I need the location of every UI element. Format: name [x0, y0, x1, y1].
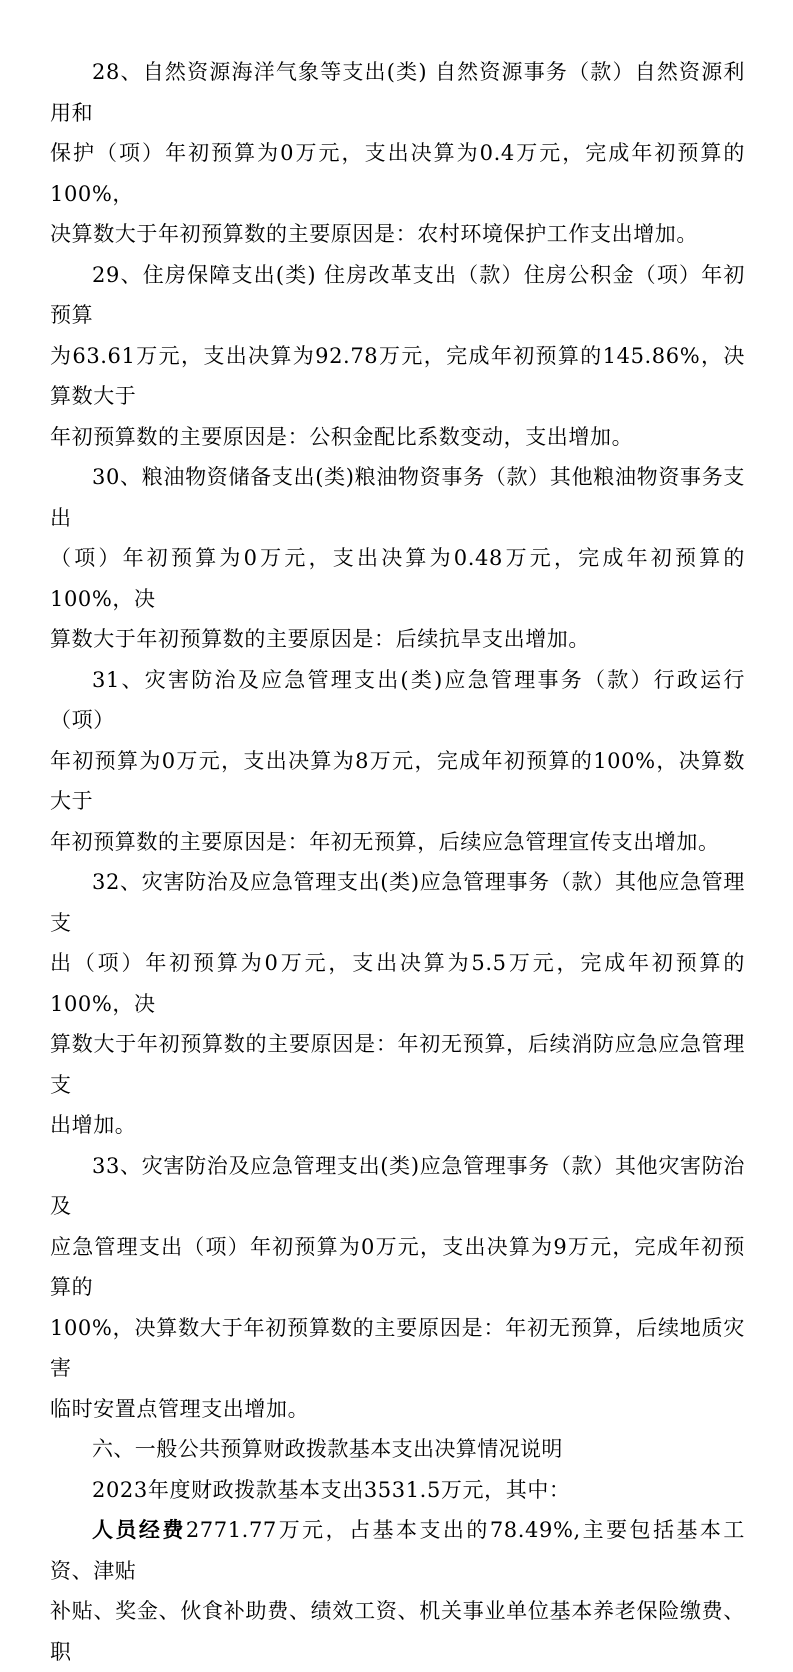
paragraph-line: 32、灾害防治及应急管理支出(类)应急管理事务（款）其他应急管理支 — [50, 870, 745, 935]
paragraph-line: 年初预算为0万元，支出决算为8万元，完成年初预算的100%，决算数大于 — [50, 748, 745, 813]
paragraph-item-31 — [50, 660, 745, 863]
paragraph-line: 临时安置点管理支出增加。 — [50, 1396, 310, 1421]
paragraph-line: 29、住房保障支出(类) 住房改革支出（款）住房公积金（项）年初预算 — [50, 262, 745, 327]
paragraph-line: 100%，决算数大于年初预算数的主要原因是：年初无预算，后续地质灾害 — [50, 1315, 745, 1380]
paragraph-line: 33、灾害防治及应急管理支出(类)应急管理事务（款）其他灾害防治及 — [50, 1153, 745, 1218]
paragraph-line: 保护（项）年初预算为0万元，支出决算为0.4万元，完成年初预算的100%， — [50, 141, 745, 206]
paragraph-item-33 — [50, 1146, 745, 1430]
paragraph-line: 为63.61万元，支出决算为92.78万元，完成年初预算的145.86%，决算数大于 — [50, 343, 745, 408]
paragraph-line: 算数大于年初预算数的主要原因是：后续抗旱支出增加。 — [50, 627, 590, 651]
paragraph-line: 出增加。 — [50, 1113, 137, 1137]
paragraph-line: 2771.77万元，占基本支出的78.49%,主要包括基本工资、津贴 — [50, 1518, 745, 1583]
personnel-paragraph — [50, 1510, 745, 1672]
personnel-label: 人员经费 — [92, 1518, 186, 1542]
paragraph-line: 年初预算数的主要原因是：年初无预算，后续应急管理宣传支出增加。 — [50, 829, 720, 854]
paragraph-line: （项）年初预算为0万元，支出决算为0.48万元，完成年初预算的100%，决 — [50, 546, 745, 611]
paragraph-line: 补贴、奖金、伙食补助费、绩效工资、机关事业单位基本养老保险缴费、职 — [50, 1599, 745, 1664]
paragraph-line: 31、灾害防治及应急管理支出(类)应急管理事务（款）行政运行（项） — [50, 667, 745, 732]
paragraph-line: 算数大于年初预算数的主要原因是：年初无预算，后续消防应急应急管理支 — [50, 1032, 745, 1097]
paragraph-item-32 — [50, 862, 745, 1146]
summary-paragraph: 2023年度财政拨款基本支出3531.5万元，其中： — [92, 1477, 571, 1502]
paragraph-line: 30、粮油物资储备支出(类)粮油物资事务（款）其他粮油物资事务支出 — [50, 465, 745, 530]
paragraph-item-28 — [50, 52, 745, 255]
paragraph-item-29 — [50, 255, 745, 458]
paragraph-line: 决算数大于年初预算数的主要原因是：农村环境保护工作支出增加。 — [50, 222, 698, 246]
paragraph-line: 年初预算数的主要原因是：公积金配比系数变动，支出增加。 — [50, 424, 634, 449]
paragraph-line: 28、自然资源海洋气象等支出(类) 自然资源事务（款）自然资源利用和 — [50, 60, 745, 125]
paragraph-item-30 — [50, 457, 745, 660]
section-heading: 六、一般公共预算财政拨款基本支出决算情况说明 — [92, 1437, 563, 1461]
document-page — [50, 52, 745, 1672]
paragraph-line: 出（项）年初预算为0万元，支出决算为5.5万元，完成年初预算的100%，决 — [50, 951, 745, 1016]
paragraph-line: 应急管理支出（项）年初预算为0万元，支出决算为9万元，完成年初预算的 — [50, 1234, 745, 1299]
